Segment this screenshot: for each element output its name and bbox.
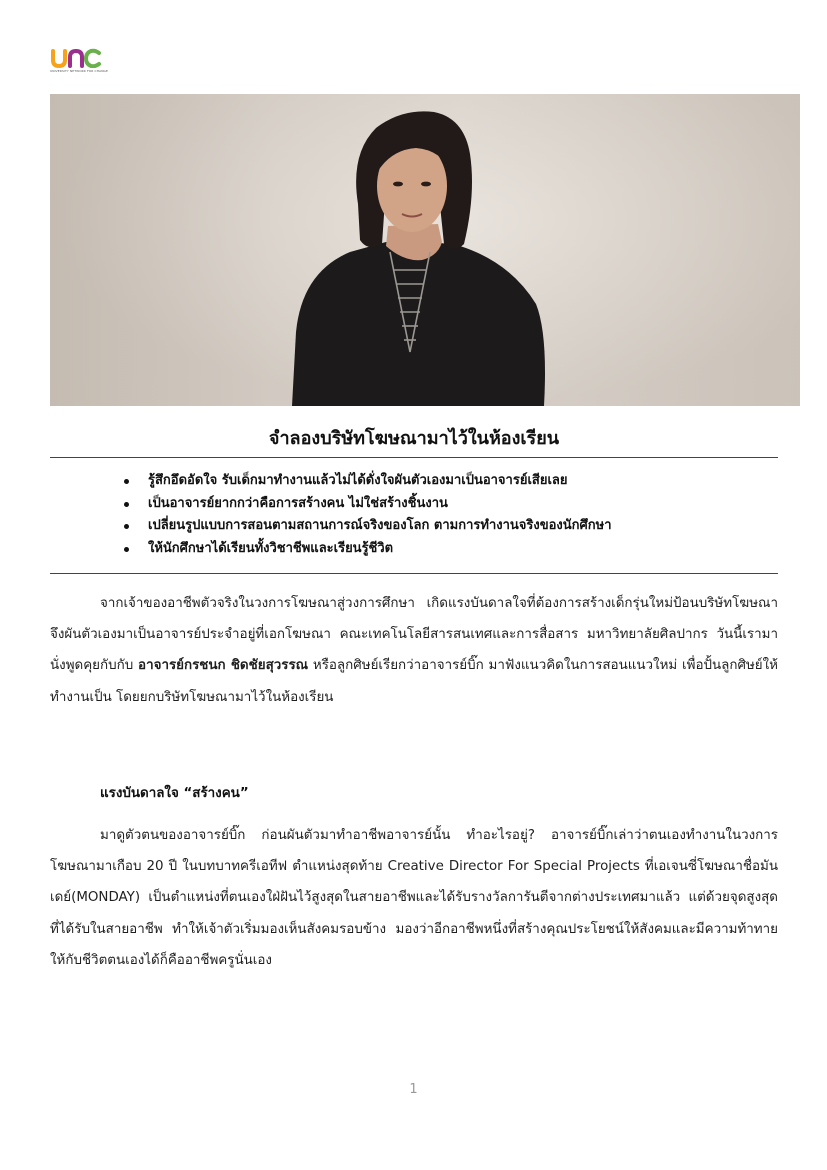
highlights-list <box>116 470 612 560</box>
highlights-divider <box>50 573 778 574</box>
interviewee-name: อาจารย์กรชนก ชิดชัยสุวรรณ <box>138 658 309 674</box>
portrait-photo <box>50 94 800 406</box>
logo-tagline: UNIVERSITY NETWORK FOR CHANGE <box>50 69 108 73</box>
bullet-icon <box>124 547 129 552</box>
intro-text-end: หรือลูกศิษย์เรียกว่าอาจารย์บิ๊ก มาฟังแนวคิดในการสอนแนวใหม่ เพื่อปั้นลูกศิษย์ให้ทำงานเป็น โดยยกบริษัทโฆษณามาไว้ในห้องเรียน <box>50 658 778 705</box>
highlight-item: รู้สึกอึดอัดใจ รับเด็กมาทำงานแล้วไม่ได้ดั่งใจผันตัวเองมาเป็นอาจารย์เสียเลย <box>116 470 612 493</box>
bullet-icon <box>124 479 129 484</box>
bullet-icon <box>124 524 129 529</box>
intro-text-start: จากเจ้าของอาชีพตัวจริงในวงการโฆษณาสู่วงการศึกษา เกิดแรงบันดาลใจที่ต้องการสร้างเด็กรุ่นใหม่ป้อนบริษัทโฆษณา จึงผันตัวเองมาเป็นอาจารย์ประจำอยู่ที่เอกโฆษณา คณะเทคโนโลยีสารสนเทศและการสื่อสาร มหาวิทยาลัยศิลปากร วันนี้เรามานั่งพูดคุยกับกับ <box>50 596 778 674</box>
unc-logo <box>50 48 108 76</box>
title-divider <box>50 457 778 458</box>
body-text: มาดูตัวตนของอาจารย์บิ๊ก ก่อนผันตัวมาทำอาชีพอาจารย์นั้น ทำอะไรอยู่? อาจารย์บิ๊กเล่าว่าตนเองทำงานในวงการโฆษณามาเกือบ 20 ปี ในบทบาทครีเอทีฟ ตำแหน่งสุดท้าย Creative Director For Special Projects ที่เอเจนซี่โฆษณาชื่อมันเดย์(MONDAY) เป็นตำแหน่งที่ตนเองใฝ่ฝันไว้สูงสุดในสายอาชีพและได้รับรางวัลการันตีจากต่างประเทศมาแล้ว แต่ด้วยจุดสูงสุดที่ได้รับในสายอาชีพ ทำให้เจ้าตัวเริ่มมองเห็นสังคมรอบข้าง มองว่าอีกอาชีพหนึ่งที่สร้างคุณประโยชน์ให้สังคมและมีความท้าทายให้กับชีวิตตนเองได้ก็คืออาชีพครูนั่นเอง <box>50 828 778 968</box>
highlight-item: เป็นอาจารย์ยากกว่าคือการสร้างคน ไม่ใช่สร้างชิ้นงาน <box>116 493 612 516</box>
highlight-item: เปลี่ยนรูปแบบการสอนตามสถานการณ์จริงของโลก ตามการทำงานจริงของนักศึกษา <box>116 515 612 538</box>
article-title: จำลองบริษัทโฆษณามาไว้ในห้องเรียน <box>268 428 560 449</box>
page-number: 1 <box>409 1082 418 1097</box>
highlight-item: ให้นักศึกษาได้เรียนทั้งวิชาชีพและเรียนรู้ชีวิต <box>116 538 612 561</box>
body-paragraph <box>50 820 778 976</box>
bullet-icon <box>124 502 129 507</box>
intro-paragraph <box>50 588 778 713</box>
unc-logo-mark <box>50 48 102 68</box>
section-heading: แรงบันดาลใจ “สร้างคน” <box>100 786 249 801</box>
